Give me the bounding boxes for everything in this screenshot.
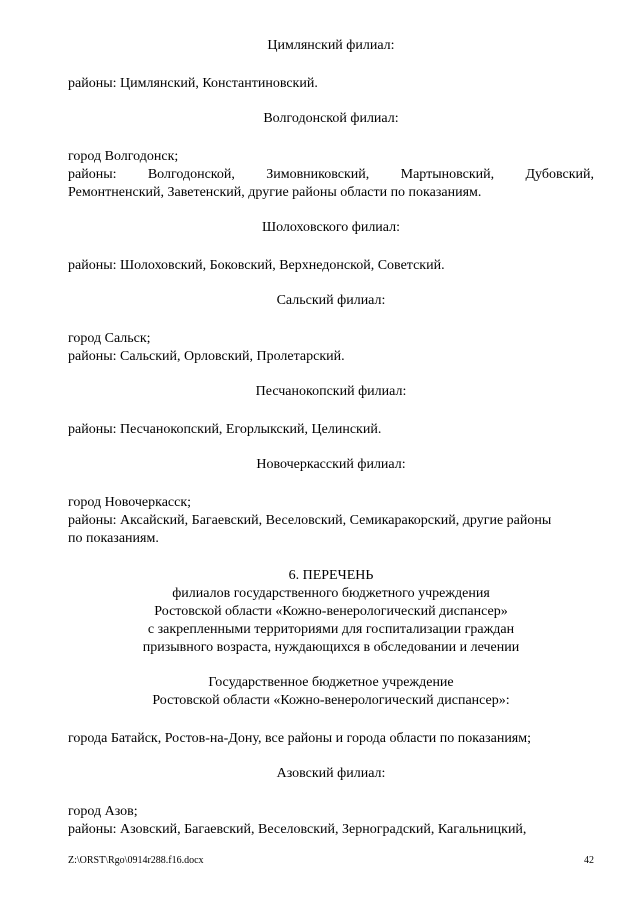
document-content (68, 37, 594, 839)
perechen-line: с закрепленными территориями для госпитализации граждан (147, 622, 515, 637)
institution-text: города Батайск, Ростов-на-Дону, все районы и города области по показаниям; (68, 731, 531, 746)
section-heading: Сальский филиал: (276, 293, 386, 308)
section-tsimlyansky (68, 37, 594, 93)
section-heading: Азовский филиал: (276, 766, 386, 781)
section-text-line: по показаниям. (68, 531, 159, 546)
section-text-line: город Волгодонск; (68, 149, 179, 164)
section-salsky (68, 292, 594, 366)
section-heading: Волгодонской филиал: (263, 111, 399, 126)
section-text-line: Ремонтненский, Заветенский, другие районы области по показаниям. (68, 185, 482, 200)
page-number: 42 (584, 855, 594, 866)
section-text-line: районы: Азовский, Багаевский, Веселовский, Зерноградский, Кагальницкий, (68, 822, 527, 837)
section-institution (68, 674, 594, 748)
section-text-line: районы: Цимлянский, Константиновский. (68, 76, 318, 91)
section-volgodonskoy (68, 110, 594, 202)
section-text-line: районы: Волгодонской, Зимовниковский, Мартыновский, Дубовский, (68, 167, 594, 182)
section-text-line: районы: Шолоховский, Боковский, Верхнедонской, Советский. (68, 258, 445, 273)
perechen-line: Ростовской области «Кожно-венерологический диспансер» (154, 604, 508, 619)
section-heading: Песчанокопский филиал: (255, 384, 407, 399)
section-sholokhovsky (68, 219, 594, 275)
section-heading: Цимлянский филиал: (267, 38, 395, 53)
section-text-line: город Азов; (68, 804, 138, 819)
perechen-line: филиалов государственного бюджетного учреждения (172, 586, 490, 601)
section-heading: Новочеркасский филиал: (256, 457, 406, 472)
perechen-line: призывного возраста, нуждающихся в обследовании и лечении (142, 640, 520, 655)
perechen-block (68, 567, 594, 657)
institution-heading: Государственное бюджетное учреждение (208, 675, 454, 690)
section-peschanokopsky (68, 383, 594, 439)
section-text-line: город Сальск; (68, 331, 151, 346)
section-heading: Шолоховского филиал: (261, 220, 401, 235)
section-novocherkassky (68, 456, 594, 548)
section-text-line: районы: Аксайский, Багаевский, Веселовский, Семикаракорский, другие районы (68, 513, 552, 528)
section-text-line: районы: Песчанокопский, Егорлыкский, Целинский. (68, 422, 382, 437)
perechen-title: 6. ПЕРЕЧЕНЬ (288, 568, 374, 583)
section-text-line: районы: Сальский, Орловский, Пролетарский. (68, 349, 345, 364)
footer-file-path: Z:\ORST\Rgo\0914r288.f16.docx (68, 855, 204, 866)
section-azovsky (68, 765, 594, 839)
section-text-line: город Новочеркасск; (68, 495, 192, 510)
institution-heading: Ростовской области «Кожно-венерологический диспансер»: (152, 693, 510, 708)
